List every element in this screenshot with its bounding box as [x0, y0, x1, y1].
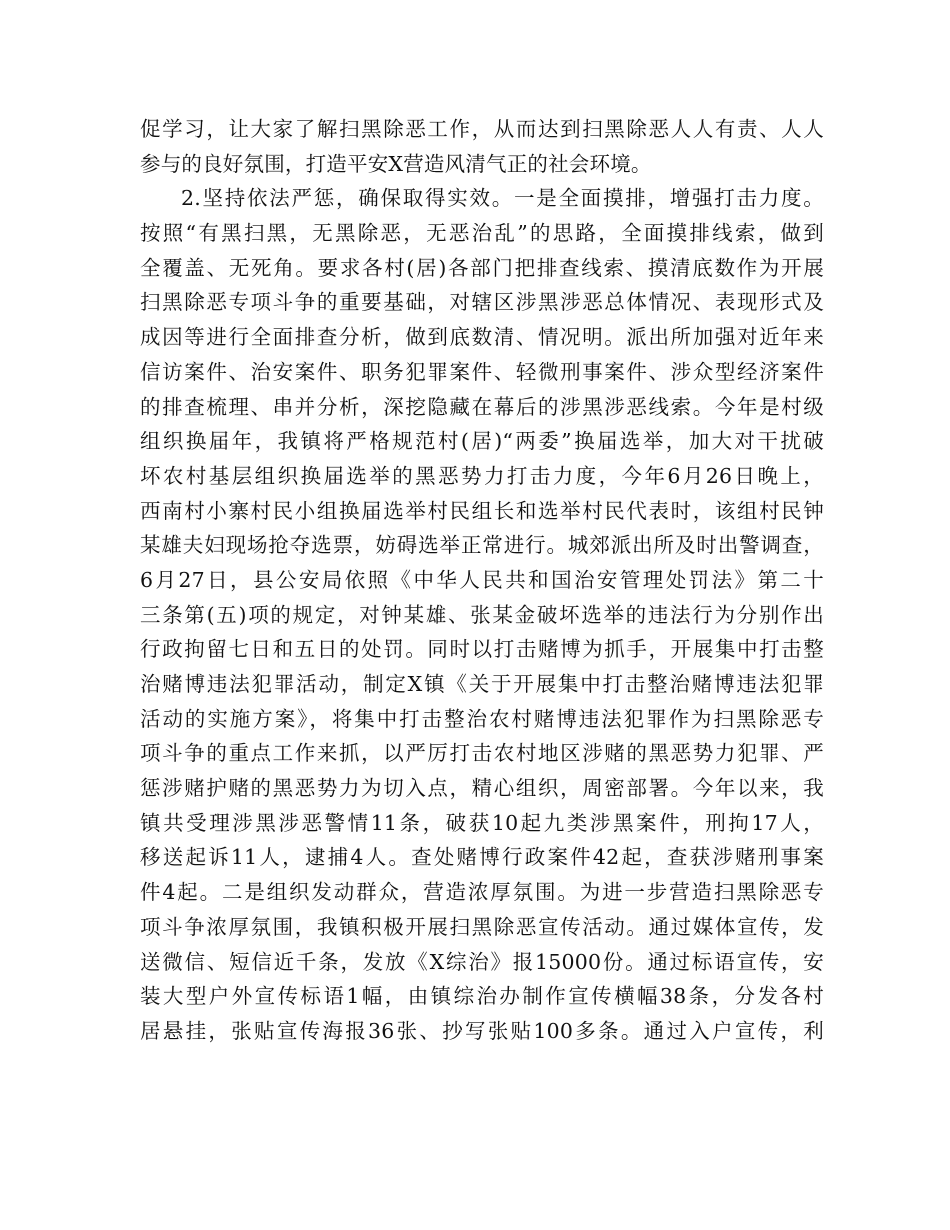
- text-line: 项斗争的重点工作来抓，以严厉打击农村地区涉赌的黑恶势力犯罪、严: [140, 741, 824, 766]
- text-line: 治赌博违法犯罪活动，制定X镇《关于开展集中打击整治赌博违法犯罪: [140, 672, 824, 696]
- text-line: 的排查梳理、串并分析，深挖隐藏在幕后的涉黑涉恶线索。今年是村级: [140, 394, 824, 419]
- text-line: 装大型户外宣传标语1幅，由镇综治办制作宣传横幅38条，分发各村: [140, 984, 824, 1009]
- text-line: 件4起。二是组织发动群众，营造浓厚氛围。为进一步营造扫黑除恶专: [140, 880, 824, 905]
- text-line: 2.坚持依法严惩，确保取得实效。一是全面摸排，增强打击力度。: [181, 186, 824, 211]
- text-line: 坏农村基层组织换届选举的黑恶势力打击力度，今年6月26日晚上，: [140, 463, 824, 488]
- text-line: 送微信、短信近千条，发放《X综治》报15000份。通过标语宣传，安: [140, 949, 824, 974]
- text-line: 6月27日，县公安局依照《中华人民共和国治安管理处罚法》第二十: [140, 567, 824, 592]
- text-line: 镇共受理涉黑涉恶警情11条，破获10起九类涉黑案件，刑拘17人，: [140, 810, 824, 835]
- text-line: 扫黑除恶专项斗争的重要基础，对辖区涉黑涉恶总体情况、表现形式及: [140, 290, 824, 315]
- text-line: 行政拘留七日和五日的处罚。同时以打击赌博为抓手，开展集中打击整: [140, 637, 824, 662]
- text-line: 西南村小寨村民小组换届选举村民组长和选举村民代表时，该组村民钟: [140, 498, 824, 523]
- text-line: 参与的良好氛围，打造平安X营造风清气正的社会环境。: [140, 151, 652, 176]
- text-line: 某雄夫妇现场抢夺选票，妨碍选举正常进行。城郊派出所及时出警调查，: [140, 533, 824, 558]
- text-line: 按照“有黑扫黑，无黑除恶，无恶治乱”的思路，全面摸排线索，做到: [140, 221, 824, 246]
- text-line: 信访案件、治安案件、职务犯罪案件、轻微刑事案件、涉众型经济案件: [140, 359, 824, 384]
- text-line: 全覆盖、无死角。要求各村(居)各部门把排查线索、摸清底数作为开展: [140, 255, 824, 280]
- document-body: [140, 112, 824, 1049]
- text-line: 惩涉赌护赌的黑恶势力为切入点，精心组织，周密部署。今年以来，我: [140, 776, 824, 801]
- text-line: 移送起诉11人，逮捕4人。查处赌博行政案件42起，查获涉赌刑事案: [140, 845, 824, 870]
- text-line: 活动的实施方案》，将集中打击整治农村赌博违法犯罪作为扫黑除恶专: [140, 706, 824, 731]
- text-line: 组织换届年，我镇将严格规范村(居)“两委”换届选举，加大对干扰破: [140, 429, 824, 454]
- text-line: 成因等进行全面排查分析，做到底数清、情况明。派出所加强对近年来: [140, 325, 824, 350]
- text-line: 三条第(五)项的规定，对钟某雄、张某金破坏选举的违法行为分别作出: [140, 602, 824, 627]
- text-line: 项斗争浓厚氛围，我镇积极开展扫黑除恶宣传活动。通过媒体宣传，发: [140, 914, 824, 939]
- text-line: 居悬挂，张贴宣传海报36张、抄写张贴100多条。通过入户宣传，利: [140, 1018, 824, 1043]
- text-line: 促学习，让大家了解扫黑除恶工作，从而达到扫黑除恶人人有责、人人: [140, 117, 824, 141]
